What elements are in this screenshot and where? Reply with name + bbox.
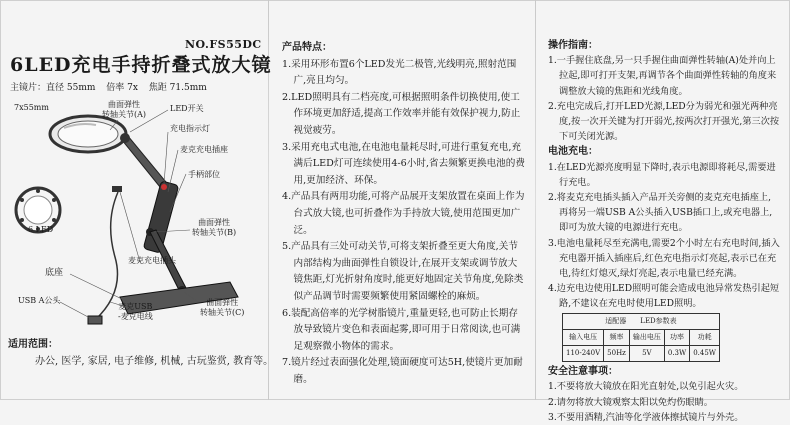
usb-plug [88, 316, 102, 324]
parameter-table [562, 313, 720, 363]
label-6-led: 6 LED [28, 225, 54, 234]
label-spring-joint-b: 曲面弹性 转轴关节(B) [192, 218, 237, 237]
charge-indicator [161, 184, 167, 190]
label-lens-size: 7x55mm [14, 103, 49, 112]
charging-item: 2.将麦克充电插头插入产品开关旁侧的麦克充电插座上,再将另一端USB A公头插入USB插口上,或充电器上,即可为放大镜的电源进行充电。 [548, 192, 773, 234]
safety-heading: 安全注意事项： [548, 366, 618, 378]
table-cell: 110-240V [563, 346, 604, 362]
safety-item: 3.不要用酒精,汽油等化学液体擦拭镜片与外壳。 [548, 411, 744, 423]
spec-magnification: 倍率 7x [106, 83, 138, 93]
table-cell: 0.3W [664, 346, 689, 362]
features-heading: 产品特点： [282, 42, 332, 53]
table-header: 输入电压 [563, 329, 604, 345]
application-text: 办公, 医学, 家居, 电子维修, 机械, 古玩鉴赏, 教育等。 [35, 356, 274, 367]
feature-item: 4.产品具有两用功能,可将产品展开支架放置在桌面上作为台式放大镜,也可折叠作为手持放大镜,使用范围更加广泛。 [282, 191, 525, 236]
operation-item: 2.充电完成后,打开LED光源,LED分为弱光和强光两种亮度,按一次开关键为打开弱光,按两次打开强光,第三次按下可关闭光源。 [548, 100, 780, 143]
label-mic-plug: 麦克充电插头 [128, 256, 176, 265]
label-base: 底座 [45, 268, 64, 278]
label-usb-cable: 麦克USB -麦克电线 [118, 302, 153, 321]
spec-diameter: 主镜片：直径 55mm [10, 83, 96, 93]
table-cell: 5V [629, 346, 664, 362]
feature-item: 1.采用环形布置6个LED发光二极管,光线明亮,照射范围广,亮且均匀。 [282, 58, 517, 87]
model-number: NO.FS55DC [185, 38, 262, 51]
operation-item: 1.一手握住底盘,另一只手握住曲面弹性转轴(A)处并向上拉起,即可打开支架,再调节各个曲面弹性转轴的角度来调整放大镜的焦距和光线角度。 [548, 55, 777, 97]
feature-item: 6.装配高倍率的光学树脂镜片,重量更轻,也可防止长期存放导致镜片变色和表面起雾,即可用于日常阅读,也可满足观察微小物体的需求。 [282, 307, 521, 352]
label-usb-plug: USB A公头 [18, 296, 61, 305]
safety-item: 1.不要将放大镜放在阳光直射处,以免引起火灾。 [548, 381, 744, 393]
charging-item: 4.边充电边使用LED照明可能会造成电池异常发热引起短路,不建议在充电时使用LED照明。 [548, 283, 780, 310]
feature-item: 5.产品具有三处可动关节,可将支架折叠至更大角度,关节内部结构为曲面弹性自锁设计,在展开支架或调节放大镜焦距,灯光折射角度时,能更好地固定关节角度,免除类似产品调节时需要频繁使用紧固螺栓的麻烦。 [282, 241, 524, 302]
fold-line-right [535, 0, 536, 400]
label-led-switch: LED开关 [170, 104, 204, 113]
safety-item: 2.请勿将放大镜观察太阳以免灼伤眼睛。 [548, 396, 713, 408]
table-header: 频率 [604, 329, 630, 345]
table-cell: 0.45W [690, 346, 720, 362]
feature-item: 2.LED照明具有二档亮度,可根据照明条件切换使用,使工作环境更加舒适,提高工作效率并能有效保护视力,防止视觉疲劳。 [282, 91, 521, 136]
label-handle: 手柄部位 [188, 170, 220, 179]
charging-item: 3.电池电量耗尽至充满电,需要2个小时左右充电时间,插入充电器开插入插座后,红色充电指示灯亮起,表示已在充电,待红灯熄灭,绿灯亮起,表示电量已经充满。 [548, 237, 780, 280]
label-spring-joint-c: 曲面弹性 转轴关节(C) [200, 298, 245, 317]
charging-heading: 电池充电： [548, 146, 598, 158]
feature-item: 3.采用充电式电池,在电池电量耗尽时,可进行重复充电,充满后LED灯可连续使用4-6小时,省去频繁更换电池的费用,更加经济、环保。 [282, 141, 525, 186]
magnifier-lens [50, 116, 126, 152]
table-header: 功耗 [690, 329, 720, 345]
usb-cable [95, 192, 118, 320]
guide-section [548, 38, 780, 425]
label-mic-socket: 麦克充电插座 [180, 145, 228, 154]
table-header: 输出电压 [629, 329, 664, 345]
charging-item: 1.在LED光源亮度明显下降时,表示电源即将耗尽,需要进行充电。 [548, 161, 776, 188]
table-cell: 50Hz [604, 346, 630, 362]
joint-a [120, 133, 130, 143]
operation-heading: 操作指南： [548, 40, 598, 51]
upper-arm [122, 136, 166, 187]
application-heading: 适用范围： [8, 339, 58, 350]
spec-focal-length: 焦距 71.5mm [148, 83, 207, 93]
features-section [282, 40, 526, 388]
mic-plug [112, 186, 122, 192]
table-caption: 适配器 LED参数表 [563, 313, 720, 329]
table-header: 功率 [664, 329, 689, 345]
label-spring-joint-a: 曲面弹性 转轴关节(A) [102, 100, 147, 119]
product-title: 6LED充电手持折叠式放大镜 [10, 54, 272, 76]
feature-item: 7.镜片经过表面强化处理,镜面硬度可达5H,使镜片更加耐磨。 [282, 357, 523, 385]
label-charge-indicator: 充电指示灯 [170, 124, 210, 133]
